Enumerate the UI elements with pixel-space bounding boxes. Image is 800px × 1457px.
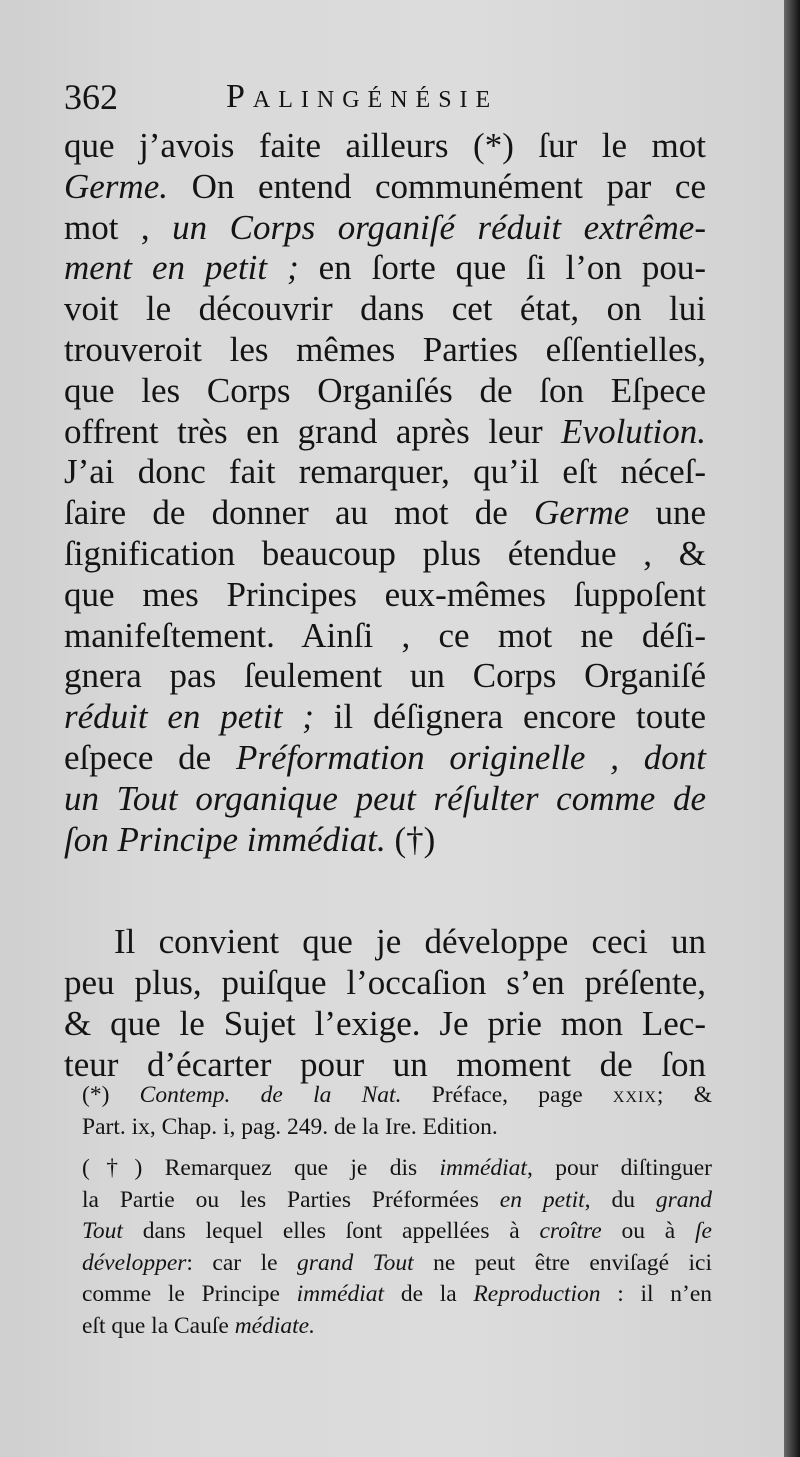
footnote-line: (†) Remarquez que je dis immédiat, pour diſtinguer: [82, 1155, 712, 1181]
running-title: Palingénésie: [226, 78, 499, 115]
text-line: peu plus, puiſque l’occaſion s’en préſente,: [64, 963, 706, 1003]
footnote-line: (*) Contemp. de la Nat. Préface, page xxix; &: [82, 1082, 712, 1108]
body-text: [64, 126, 706, 1086]
text-line: que mes Principes eux-mêmes ſuppoſent: [64, 574, 706, 614]
text-line: & que le Sujet l’exige. Je prie mon Lec-: [64, 1003, 706, 1043]
text-line: gnera pas ſeulement un Corps Organiſé: [64, 656, 706, 696]
footnote-line: comme le Principe immédiat de la Reproduction : il n’en: [82, 1281, 712, 1307]
text-line: Il convient que je développe ceci un: [114, 922, 706, 962]
text-line: eſpece de Préformation originelle , dont: [64, 737, 706, 777]
text-line: manifeſtement. Ainſi , ce mot ne déſi-: [64, 615, 706, 655]
text-line: que les Corps Organiſés de ſon Eſpece: [64, 370, 706, 410]
footnotes: [82, 1080, 712, 1342]
text-line: Germe. On entend communément par ce: [64, 166, 706, 206]
text-line: ſaire de donner au mot de Germe une: [64, 493, 706, 533]
footnote-line: Tout dans lequel elles ſont appellées à croître ou à ſe: [82, 1218, 712, 1244]
page-edge: [784, 0, 800, 1457]
text-line: offrent très en grand après leur Evolution.: [64, 411, 706, 451]
page-number: 362: [64, 77, 118, 117]
footnote-line: développer: car le grand Tout ne peut être enviſagé ici: [82, 1249, 712, 1276]
text-line: teur d’écarter pour un moment de ſon: [64, 1044, 706, 1084]
paragraph-gap: [64, 860, 706, 922]
footnote-line: Part. ix, Chap. i, pag. 249. de la Ire. Edition.: [82, 1113, 498, 1140]
text-line: J’ai donc fait remarquer, qu’il eſt néceſ-: [64, 452, 706, 492]
page-header: [64, 72, 714, 120]
text-line: trouveroit les mêmes Parties eſſentielles,: [64, 329, 706, 369]
text-line: mot , un Corps organiſé réduit extrême-: [64, 207, 706, 247]
text-line: réduit en petit ; il déſignera encore toute: [64, 697, 706, 737]
text-line: que j’avois faite ailleurs (*) ſur le mot: [64, 126, 706, 165]
footnote-line: eſt que la Cauſe médiate.: [82, 1312, 315, 1339]
text-line: ſon Principe immédiat. (†): [64, 819, 436, 859]
text-line: un Tout organique peut réſulter comme de: [64, 778, 706, 818]
text-line: ment en petit ; en ſorte que ſi l’on pou-: [64, 248, 706, 288]
footnote-line: la Partie ou les Parties Préformées en petit, du grand: [82, 1186, 712, 1213]
text-line: voit le découvrir dans cet état, on lui: [64, 289, 706, 329]
text-line: ſignification beaucoup plus étendue , &: [64, 533, 706, 573]
